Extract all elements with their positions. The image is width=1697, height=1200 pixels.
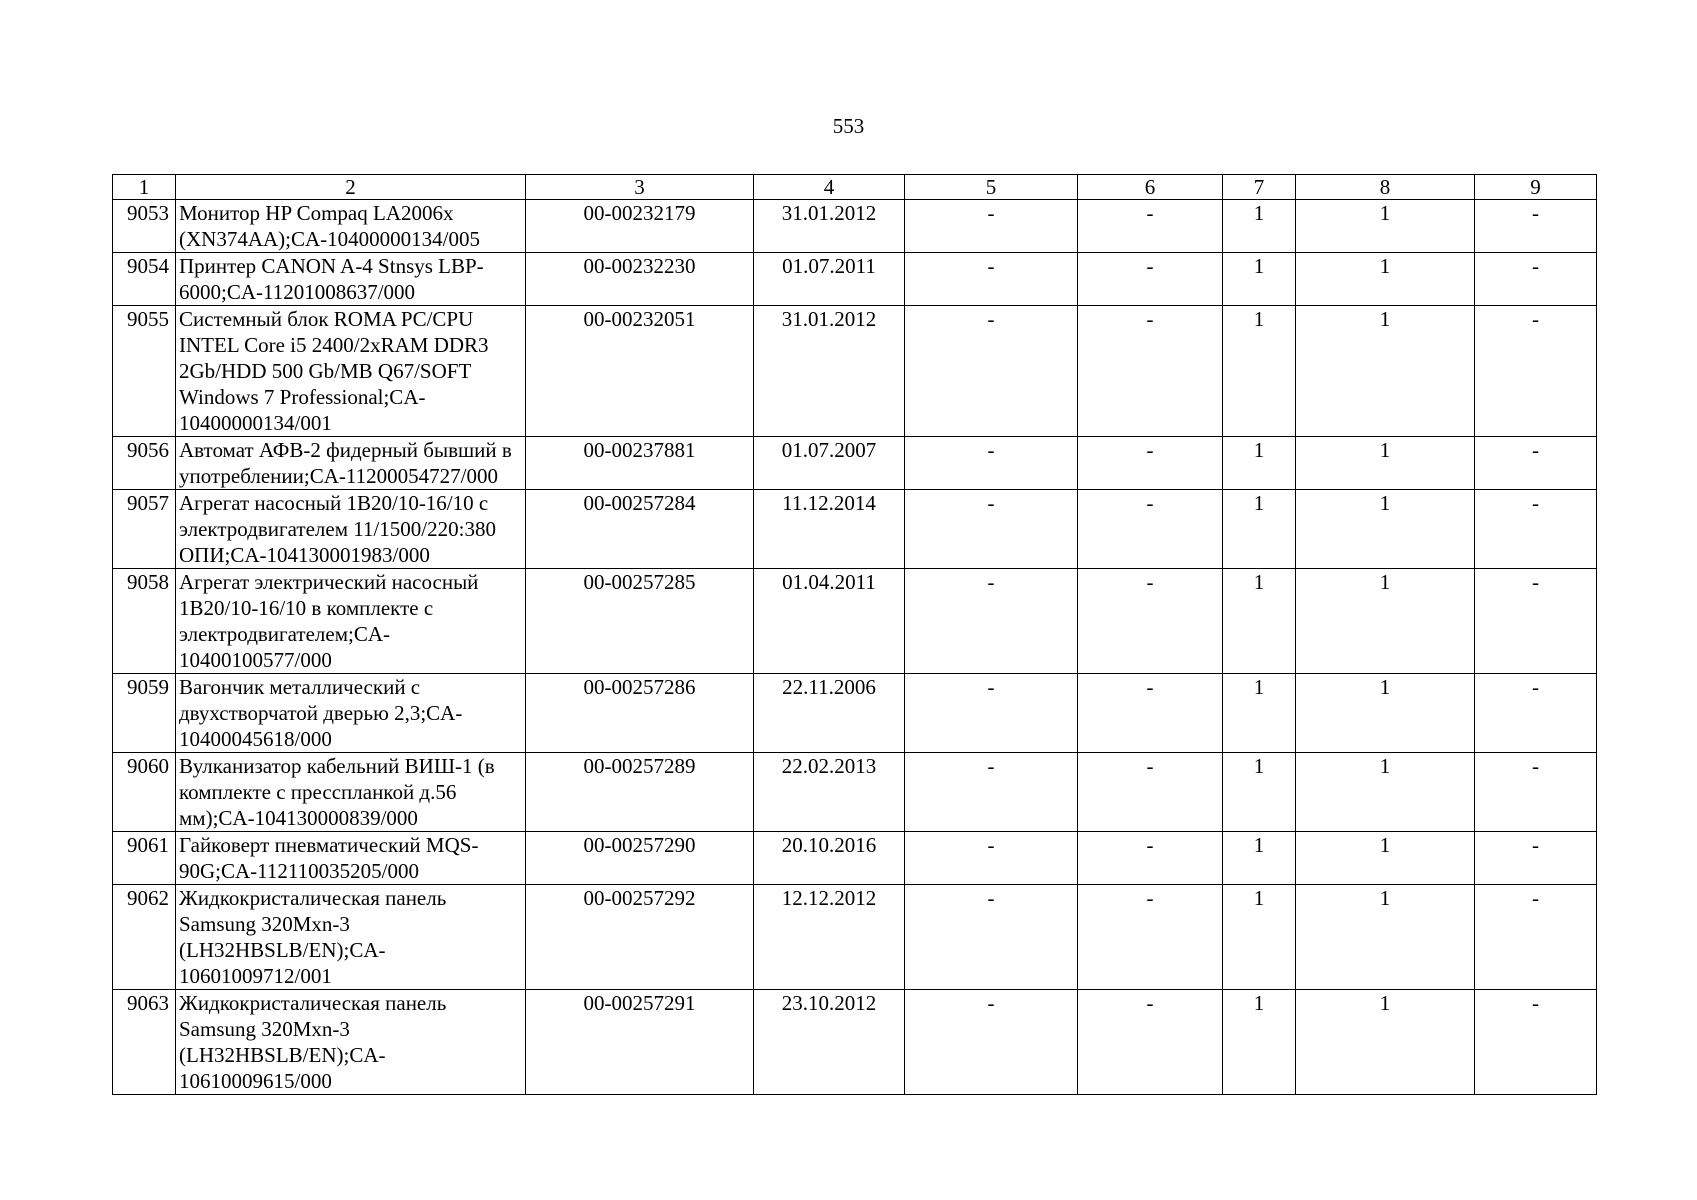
date-cell: 01.07.2007 <box>754 437 905 490</box>
column-8-cell: 1 <box>1296 490 1475 569</box>
column-8-cell: 1 <box>1296 832 1475 885</box>
column-5-cell: - <box>905 490 1078 569</box>
item-name-cell: Системный блок ROMA PC/CPU INTEL Core i5 2400/2xRAM DDR3 2Gb/HDD 500 Gb/MB Q67/SOFT Windows 7 Professional;CA-10400000134/001 <box>176 306 526 437</box>
inventory-code-cell: 00-00232179 <box>526 200 754 253</box>
column-9-cell: - <box>1475 885 1597 990</box>
table-row <box>113 253 1597 306</box>
row-number-cell: 9060 <box>113 753 176 832</box>
date-cell: 01.07.2011 <box>754 253 905 306</box>
date-cell: 31.01.2012 <box>754 306 905 437</box>
table-row <box>113 490 1597 569</box>
inventory-code-cell: 00-00257289 <box>526 753 754 832</box>
column-6-cell: - <box>1078 490 1223 569</box>
column-9-cell: - <box>1475 569 1597 674</box>
item-name-cell: Жидкокристалическая панель Samsung 320Mxn-3 (LH32HBSLB/EN);CA-10601009712/001 <box>176 885 526 990</box>
column-6-cell: - <box>1078 253 1223 306</box>
column-7-cell: 1 <box>1223 569 1296 674</box>
column-8-cell: 1 <box>1296 437 1475 490</box>
column-9-cell: - <box>1475 832 1597 885</box>
column-6-cell: - <box>1078 200 1223 253</box>
item-name-cell: Агрегат насосный 1В20/10-16/10 с электродвигателем 11/1500/220:380 ОПИ;CA-104130001983/000 <box>176 490 526 569</box>
item-name-cell: Монитор HP Compaq LA2006x (XN374AA);CA-10400000134/005 <box>176 200 526 253</box>
column-9-cell: - <box>1475 200 1597 253</box>
inventory-table <box>112 174 1597 1095</box>
row-number-cell: 9053 <box>113 200 176 253</box>
header-cell: 2 <box>176 175 526 200</box>
item-name-cell: Автомат АФВ-2 фидерный бывший в употреблении;CA-11200054727/000 <box>176 437 526 490</box>
row-number-cell: 9054 <box>113 253 176 306</box>
inventory-code-cell: 00-00257292 <box>526 885 754 990</box>
column-9-cell: - <box>1475 753 1597 832</box>
column-7-cell: 1 <box>1223 885 1296 990</box>
table-row <box>113 674 1597 753</box>
date-cell: 22.02.2013 <box>754 753 905 832</box>
header-cell: 5 <box>905 175 1078 200</box>
date-cell: 23.10.2012 <box>754 990 905 1095</box>
column-5-cell: - <box>905 200 1078 253</box>
header-cell: 1 <box>113 175 176 200</box>
date-cell: 31.01.2012 <box>754 200 905 253</box>
column-8-cell: 1 <box>1296 253 1475 306</box>
column-8-cell: 1 <box>1296 753 1475 832</box>
table-row <box>113 569 1597 674</box>
row-number-cell: 9063 <box>113 990 176 1095</box>
date-cell: 20.10.2016 <box>754 832 905 885</box>
date-cell: 01.04.2011 <box>754 569 905 674</box>
item-name-cell: Принтер CANON A-4 Stnsys LBP-6000;CA-11201008637/000 <box>176 253 526 306</box>
column-5-cell: - <box>905 569 1078 674</box>
column-6-cell: - <box>1078 990 1223 1095</box>
column-6-cell: - <box>1078 753 1223 832</box>
date-cell: 12.12.2012 <box>754 885 905 990</box>
table-row <box>113 306 1597 437</box>
column-7-cell: 1 <box>1223 253 1296 306</box>
header-cell: 8 <box>1296 175 1475 200</box>
column-7-cell: 1 <box>1223 674 1296 753</box>
table-row <box>113 437 1597 490</box>
column-5-cell: - <box>905 253 1078 306</box>
row-number-cell: 9059 <box>113 674 176 753</box>
column-8-cell: 1 <box>1296 569 1475 674</box>
row-number-cell: 9055 <box>113 306 176 437</box>
header-cell: 4 <box>754 175 905 200</box>
item-name-cell: Агрегат электрический насосный 1В20/10-16/10 в комплекте с электродвигателем;CA-10400100577/000 <box>176 569 526 674</box>
column-5-cell: - <box>905 306 1078 437</box>
row-number-cell: 9057 <box>113 490 176 569</box>
item-name-cell: Гайковерт пневматический MQS-90G;CA-112110035205/000 <box>176 832 526 885</box>
column-5-cell: - <box>905 885 1078 990</box>
column-8-cell: 1 <box>1296 674 1475 753</box>
column-7-cell: 1 <box>1223 753 1296 832</box>
row-number-cell: 9056 <box>113 437 176 490</box>
header-cell: 6 <box>1078 175 1223 200</box>
page-number: 553 <box>832 114 865 138</box>
column-7-cell: 1 <box>1223 200 1296 253</box>
table-row <box>113 990 1597 1095</box>
table-row <box>113 200 1597 253</box>
date-cell: 22.11.2006 <box>754 674 905 753</box>
column-7-cell: 1 <box>1223 437 1296 490</box>
table-row <box>113 753 1597 832</box>
header-cell: 9 <box>1475 175 1597 200</box>
date-cell: 11.12.2014 <box>754 490 905 569</box>
item-name-cell: Вулканизатор кабельний ВИШ-1 (в комплекте с пресспланкой д.56 мм);CA-104130000839/000 <box>176 753 526 832</box>
header-row <box>113 175 1597 200</box>
header-cell: 7 <box>1223 175 1296 200</box>
inventory-code-cell: 00-00237881 <box>526 437 754 490</box>
column-9-cell: - <box>1475 490 1597 569</box>
column-8-cell: 1 <box>1296 306 1475 437</box>
column-6-cell: - <box>1078 437 1223 490</box>
column-8-cell: 1 <box>1296 990 1475 1095</box>
row-number-cell: 9061 <box>113 832 176 885</box>
column-9-cell: - <box>1475 253 1597 306</box>
inventory-code-cell: 00-00257285 <box>526 569 754 674</box>
column-5-cell: - <box>905 674 1078 753</box>
row-number-cell: 9058 <box>113 569 176 674</box>
column-6-cell: - <box>1078 832 1223 885</box>
inventory-code-cell: 00-00257286 <box>526 674 754 753</box>
inventory-code-cell: 00-00257291 <box>526 990 754 1095</box>
table-body <box>113 175 1597 1095</box>
inventory-code-cell: 00-00232230 <box>526 253 754 306</box>
column-6-cell: - <box>1078 674 1223 753</box>
column-7-cell: 1 <box>1223 990 1296 1095</box>
column-7-cell: 1 <box>1223 490 1296 569</box>
inventory-code-cell: 00-00257290 <box>526 832 754 885</box>
column-6-cell: - <box>1078 885 1223 990</box>
inventory-code-cell: 00-00257284 <box>526 490 754 569</box>
item-name-cell: Вагончик металлический с двухстворчатой дверью 2,3;CA-10400045618/000 <box>176 674 526 753</box>
column-9-cell: - <box>1475 990 1597 1095</box>
column-7-cell: 1 <box>1223 832 1296 885</box>
inventory-code-cell: 00-00232051 <box>526 306 754 437</box>
column-8-cell: 1 <box>1296 200 1475 253</box>
column-9-cell: - <box>1475 437 1597 490</box>
item-name-cell: Жидкокристалическая панель Samsung 320Mxn-3 (LH32HBSLB/EN);CA-10610009615/000 <box>176 990 526 1095</box>
column-6-cell: - <box>1078 569 1223 674</box>
row-number-cell: 9062 <box>113 885 176 990</box>
column-6-cell: - <box>1078 306 1223 437</box>
column-5-cell: - <box>905 437 1078 490</box>
header-cell: 3 <box>526 175 754 200</box>
table-row <box>113 885 1597 990</box>
column-9-cell: - <box>1475 674 1597 753</box>
column-8-cell: 1 <box>1296 885 1475 990</box>
column-7-cell: 1 <box>1223 306 1296 437</box>
column-5-cell: - <box>905 990 1078 1095</box>
column-5-cell: - <box>905 753 1078 832</box>
table-row <box>113 832 1597 885</box>
column-9-cell: - <box>1475 306 1597 437</box>
column-5-cell: - <box>905 832 1078 885</box>
